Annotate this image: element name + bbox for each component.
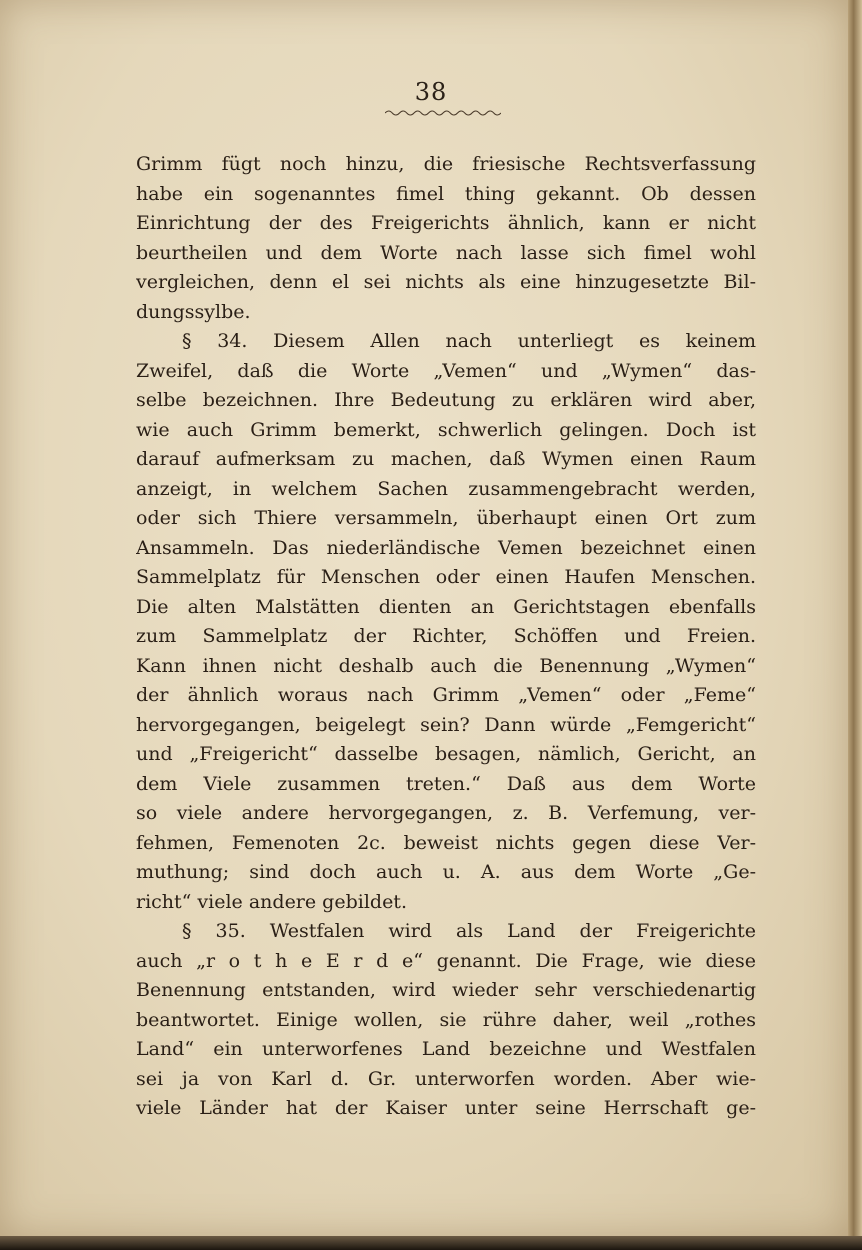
text-line: vergleichen, denn el sei nichts als eine hinzugesetzte Bil- [136, 271, 756, 293]
text-line: Ansammeln. Das niederländische Vemen bezeichnet einen [136, 536, 756, 559]
text-line: beantwortet. Einige wollen, sie rühre daher, weil „rothes [136, 1008, 756, 1031]
text-line: Benennung entstanden, wird wieder sehr verschiedenartig [136, 979, 756, 1001]
text-line: viele Länder hat der Kaiser unter seine Herrschaft ge- [136, 1097, 756, 1119]
text-line: beurtheilen und dem Worte nach lasse sich fimel wohl [136, 241, 756, 264]
text-line: dungssylbe. [136, 300, 251, 323]
text-line: oder sich Thiere versammeln, überhaupt einen Ort zum [136, 507, 756, 529]
text-line: dem Viele zusammen treten.“ Daß aus dem Worte [136, 772, 756, 795]
text-line: § 34. Diesem Allen nach unterliegt es keinem [182, 330, 756, 352]
page-bottom-edge [0, 1236, 862, 1250]
text-line: Die alten Malstätten dienten an Gerichtstagen ebenfalls [136, 595, 756, 618]
text-line: und „Freigericht“ dasselbe besagen, nämlich, Gericht, an [136, 743, 756, 765]
text-line: Grimm fügt noch hinzu, die friesische Rechtsverfassung [136, 153, 756, 175]
text-line: § 35. Westfalen wird als Land der Freigerichte [182, 920, 756, 942]
text-line: habe ein sogenanntes fimel thing gekannt. Ob dessen [136, 182, 756, 205]
text-line: Land“ ein unterworfenes Land bezeichne und Westfalen [136, 1038, 756, 1060]
book-fore-edge [848, 0, 862, 1250]
text-line: sei ja von Karl d. Gr. unterworfen worden. Aber wie- [136, 1067, 756, 1090]
text-line: der ähnlich woraus nach Grimm „Vemen“ oder „Feme“ [136, 684, 756, 706]
text-line: wie auch Grimm bemerkt, schwerlich gelingen. Doch ist [136, 418, 756, 441]
page-number: 38 [414, 78, 448, 106]
text-line: Einrichtung der des Freigerichts ähnlich, kann er nicht [136, 212, 756, 234]
text-line: zum Sammelplatz der Richter, Schöffen und Freien. [136, 625, 756, 647]
text-line: richt“ viele andere gebildet. [136, 890, 407, 913]
text-line: muthung; sind doch auch u. A. aus dem Worte „Ge- [136, 861, 756, 883]
text-line: selbe bezeichnen. Ihre Bedeutung zu erklären wird aber, [136, 389, 756, 411]
text-line: Sammelplatz für Menschen oder einen Haufen Menschen. [136, 566, 756, 588]
text-line: anzeigt, in welchem Sachen zusammengebracht werden, [136, 477, 756, 500]
text-line: fehmen, Femenoten 2c. beweist nichts gegen diese Ver- [136, 831, 756, 854]
text-line: auch „r o t h e E r d e“ genannt. Die Frage, wie diese [136, 949, 756, 972]
text-line: darauf aufmerksam zu machen, daß Wymen einen Raum [136, 448, 756, 470]
text-line: so viele andere hervorgegangen, z. B. Verfemung, ver- [136, 802, 756, 824]
body-text [136, 150, 756, 1124]
text-line: Kann ihnen nicht deshalb auch die Benennung „Wymen“ [136, 654, 756, 677]
text-line: hervorgegangen, beigelegt sein? Dann würde „Femgericht“ [136, 713, 756, 736]
text-line: Zweifel, daß die Worte „Vemen“ und „Wymen“ das- [136, 359, 756, 382]
wavy-rule-ornament [385, 108, 501, 118]
